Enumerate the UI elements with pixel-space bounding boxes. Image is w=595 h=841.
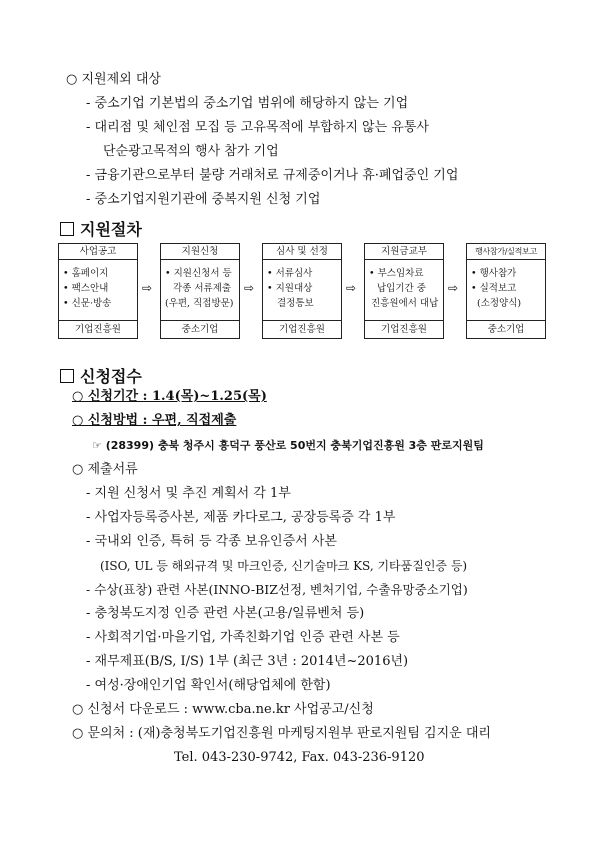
step-header: 사업공고 [59, 244, 137, 260]
step-footer: 기업진흥원 [365, 320, 443, 338]
step-footer: 중소기업 [161, 320, 239, 338]
step-footer: 기업진흥원 [59, 320, 137, 338]
doc-item: (ISO, UL 등 해외규격 및 마크인증, 신기술마크 KS, 기타품질인증 등) [100, 559, 468, 573]
step-footer: 중소기업 [467, 320, 545, 338]
procedure-step [160, 243, 240, 339]
square-bullet-icon [60, 369, 74, 383]
exclusion-item: - 중소기업지원기관에 중복지원 신청 기업 [86, 192, 321, 207]
exclusion-item: - 중소기업 기본법의 중소기업 범위에 해당하지 않는 기업 [86, 96, 409, 111]
phone-fax: Tel. 043-230-9742, Fax. 043-236-9120 [174, 750, 425, 765]
download-info: ○ 신청서 다운로드 : www.cba.ne.kr 사업공고/신청 [72, 702, 374, 717]
procedure-step [262, 243, 342, 339]
step-header: 지원금교부 [365, 244, 443, 260]
square-bullet-icon [60, 222, 74, 236]
doc-item: - 국내외 인증, 특허 등 각종 보유인증서 사본 [86, 534, 337, 549]
procedure-step [466, 243, 546, 339]
step-footer: 기업진흥원 [263, 320, 341, 338]
application-period: ○ 신청기간 : 1.4(목)~1.25(목) [72, 389, 267, 404]
doc-item: - 재무제표(B/S, I/S) 1부 (최근 3년 : 2014년~2016년) [86, 654, 409, 669]
contact-info: ○ 문의처 : (재)충청북도기업진흥원 마케팅지원부 판로지원팀 김지운 대리 [72, 726, 491, 741]
step-header: 심사 및 선정 [263, 244, 341, 260]
exclusion-item: 단순광고목적의 행사 참가 기업 [103, 144, 279, 159]
exclusion-item: - 대리점 및 체인점 모집 등 고유목적에 부합하지 않는 유통사 [86, 120, 429, 135]
arrow-right-icon: ⇨ [244, 281, 255, 295]
step-body: • 홈페이지 • 팩스안내 • 신문·방송 [63, 268, 112, 309]
mailing-address: ☞ (28399) 충북 청주시 흥덕구 풍산로 50번지 충북기업진흥원 3층 판로지원팀 [92, 439, 484, 452]
procedure-step [58, 243, 138, 339]
step-body: • 서류심사 • 지원대상 결정통보 [267, 268, 314, 309]
step-body: • 행사참가 • 실적보고 (소정양식) [471, 268, 522, 309]
arrow-right-icon: ⇨ [346, 281, 357, 295]
procedure-title: 지원절차 [60, 217, 142, 240]
doc-item: - 수상(표창) 관련 사본(INNO-BIZ선정, 벤처기업, 수출유망중소기업) [86, 582, 468, 597]
arrow-right-icon: ⇨ [448, 281, 459, 295]
application-method: ○ 신청방법 : 우편, 직접제출 [72, 413, 237, 428]
doc-item: - 지원 신청서 및 추진 계획서 각 1부 [86, 486, 291, 501]
procedure-flow [58, 243, 558, 339]
step-body: • 부스임차료 납입기간 중 진흥원에서 대납 [369, 268, 439, 309]
doc-item: - 사업자등록증사본, 제품 카다로그, 공장등록증 각 1부 [86, 510, 396, 525]
application-title: 신청접수 [60, 364, 142, 387]
step-body: • 지원신청서 등 각종 서류제출 (우편, 직접방문) [165, 268, 234, 309]
doc-item: - 충청북도지정 인증 관련 사본(고용/일류벤처 등) [86, 606, 365, 621]
doc-item: - 여성·장애인기업 확인서(해당업체에 한함) [86, 678, 331, 693]
arrow-right-icon: ⇨ [142, 281, 153, 295]
step-header: 행사참가/실적보고 [467, 244, 545, 260]
procedure-step [364, 243, 444, 339]
exclusion-heading: ○ 지원제외 대상 [66, 72, 161, 87]
docs-heading: ○ 제출서류 [72, 462, 138, 477]
doc-item: - 사회적기업·마을기업, 가족친화기업 인증 관련 사본 등 [86, 630, 400, 645]
exclusion-item: - 금융기관으로부터 불량 거래처로 규제중이거나 휴·폐업중인 기업 [86, 168, 459, 183]
step-header: 지원신청 [161, 244, 239, 260]
